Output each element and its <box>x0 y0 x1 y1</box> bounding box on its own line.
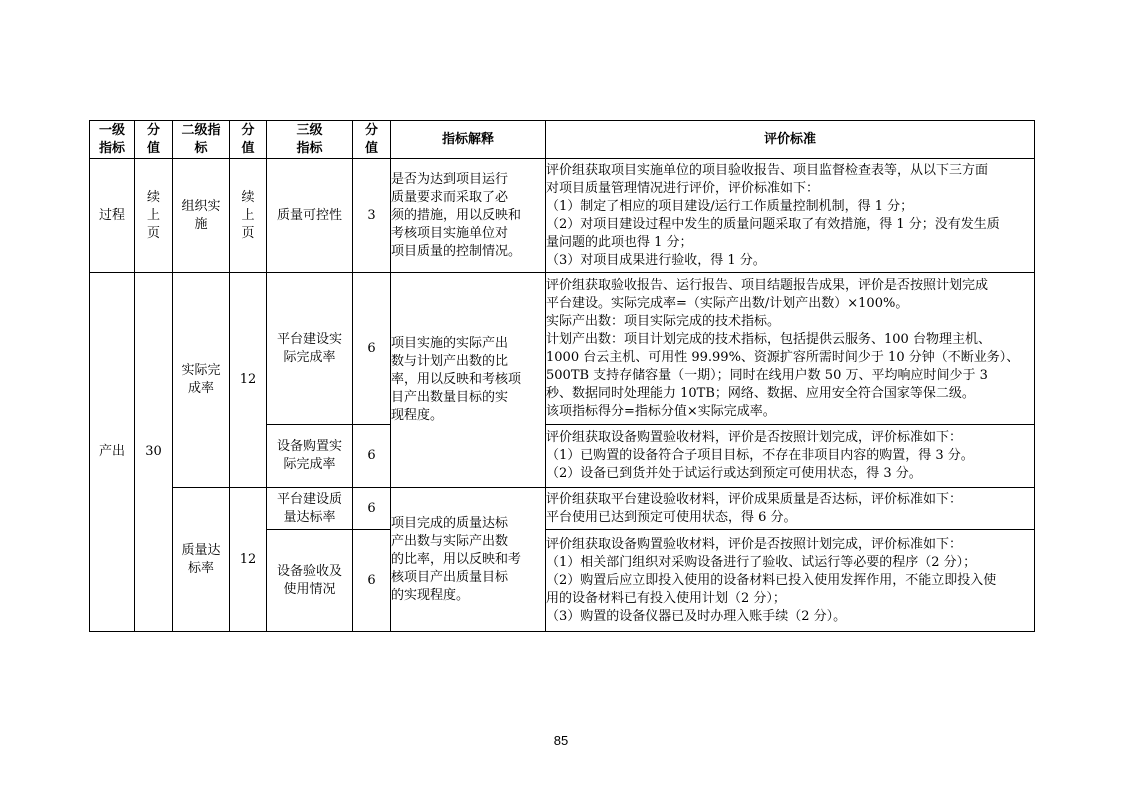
equipment-purchase-completion-level3: 设备购置实 际完成率 <box>267 425 353 488</box>
process-explanation: 是否为达到项目运行 质量要求而采取了必 须的措施，用以反映和 考核项目实施单位对 项目质量的控制情况。 <box>391 159 546 273</box>
process-level1: 过程 <box>90 159 135 273</box>
process-score2-continued: 续 上 页 <box>230 159 267 273</box>
header-row <box>90 121 1035 159</box>
actual-completion-level2: 实际完 成率 <box>173 273 230 488</box>
platform-build-completion-standard: 评价组获取验收报告、运行报告、项目结题报告成果，评价是否按照计划完成 平台建设。实际完成率=（实际产出数/计划产出数）×100%。 实际产出数：项目实际完成的技术指标。 计划产出数：项目计划完成的技术指标，包括提供云服务、100 台物理主机、 1000 台云主机、可用性 99.99%、资源扩容所需时间少于 10 分钟（不断业务）、 500TB 支持存储容量（一期）；同时在线用户数 50 万、平均响应时间少于 3 秒、数据同时处理能力 10TB；网络、数据、应用安全符合国家等保二级。 该项指标得分=指标分值×实际完成率。 <box>546 273 1035 425</box>
actual-completion-score2: 12 <box>230 273 267 488</box>
header-score-2: 分 值 <box>230 121 267 159</box>
platform-quality-rate-level3: 平台建设质 量达标率 <box>267 488 353 530</box>
header-explanation: 指标解释 <box>391 121 546 159</box>
process-score1-continued: 续 上 页 <box>135 159 173 273</box>
quality-rate-score2: 12 <box>230 488 267 632</box>
process-level2: 组织实 施 <box>173 159 230 273</box>
header-standard: 评价标准 <box>546 121 1035 159</box>
row-platform-build-completion <box>90 273 1035 425</box>
header-score-3: 分 值 <box>353 121 391 159</box>
page-number: 85 <box>553 733 569 748</box>
quality-rate-level2: 质量达 标率 <box>173 488 230 632</box>
process-standard: 评价组获取项目实施单位的项目验收报告、项目监督检查表等，从以下三方面 对项目质量管理情况进行评价，评价标准如下： （1）制定了相应的项目建设/运行工作质量控制机制，得 1 分； （2）对项目建设过程中发生的质量问题采取了有效措施，得 1 分；没有发生质 量问题的此项也得 1 分； （3）对项目成果进行验收，得 1 分。 <box>546 159 1035 273</box>
platform-quality-rate-standard: 评价组获取平台建设验收材料，评价成果质量是否达标，评价标准如下： 平台使用已达到预定可使用状态，得 6 分。 <box>546 488 1035 530</box>
output-score1: 30 <box>135 273 173 632</box>
row-platform-quality-rate <box>90 488 1035 530</box>
equipment-acceptance-score3: 6 <box>353 530 391 632</box>
evaluation-index-table <box>89 120 1035 632</box>
platform-quality-rate-score3: 6 <box>353 488 391 530</box>
equipment-acceptance-level3: 设备验收及 使用情况 <box>267 530 353 632</box>
header-level2-indicator: 二级指 标 <box>173 121 230 159</box>
header-level3-indicator: 三级 指标 <box>267 121 353 159</box>
actual-completion-explanation: 项目实施的实际产出 数与计划产出数的比 率，用以反映和考核项 目产出数量目标的实 现程度。 <box>391 273 546 488</box>
row-process-quality-control <box>90 159 1035 273</box>
process-score3: 3 <box>353 159 391 273</box>
equipment-acceptance-standard: 评价组获取设备购置验收材料，评价是否按照计划完成，评价标准如下： （1）相关部门组织对采购设备进行了验收、试运行等必要的程序（2 分）； （2）购置后应立即投入使用的设备材料已投入使用发挥作用，不能立即投入使 用的设备材料已有投入使用计划（2 分）； （3）购置的设备仪器已及时办理入账手续（2 分）。 <box>546 530 1035 632</box>
equipment-purchase-completion-score3: 6 <box>353 425 391 488</box>
platform-build-completion-score3: 6 <box>353 273 391 425</box>
equipment-purchase-completion-standard: 评价组获取设备购置验收材料，评价是否按照计划完成，评价标准如下： （1）已购置的设备符合子项目目标，不存在非项目内容的购置，得 3 分。 （2）设备已到货并处于试运行或达到预定可使用状态，得 3 分。 <box>546 425 1035 488</box>
process-level3: 质量可控性 <box>267 159 353 273</box>
platform-build-completion-level3: 平台建设实 际完成率 <box>267 273 353 425</box>
header-level1-indicator: 一级 指标 <box>90 121 135 159</box>
header-score-1: 分 值 <box>135 121 173 159</box>
output-level1: 产出 <box>90 273 135 632</box>
quality-rate-explanation: 项目完成的质量达标 产出数与实际产出数 的比率，用以反映和考 核项目产出质量目标 的实现程度。 <box>391 488 546 632</box>
